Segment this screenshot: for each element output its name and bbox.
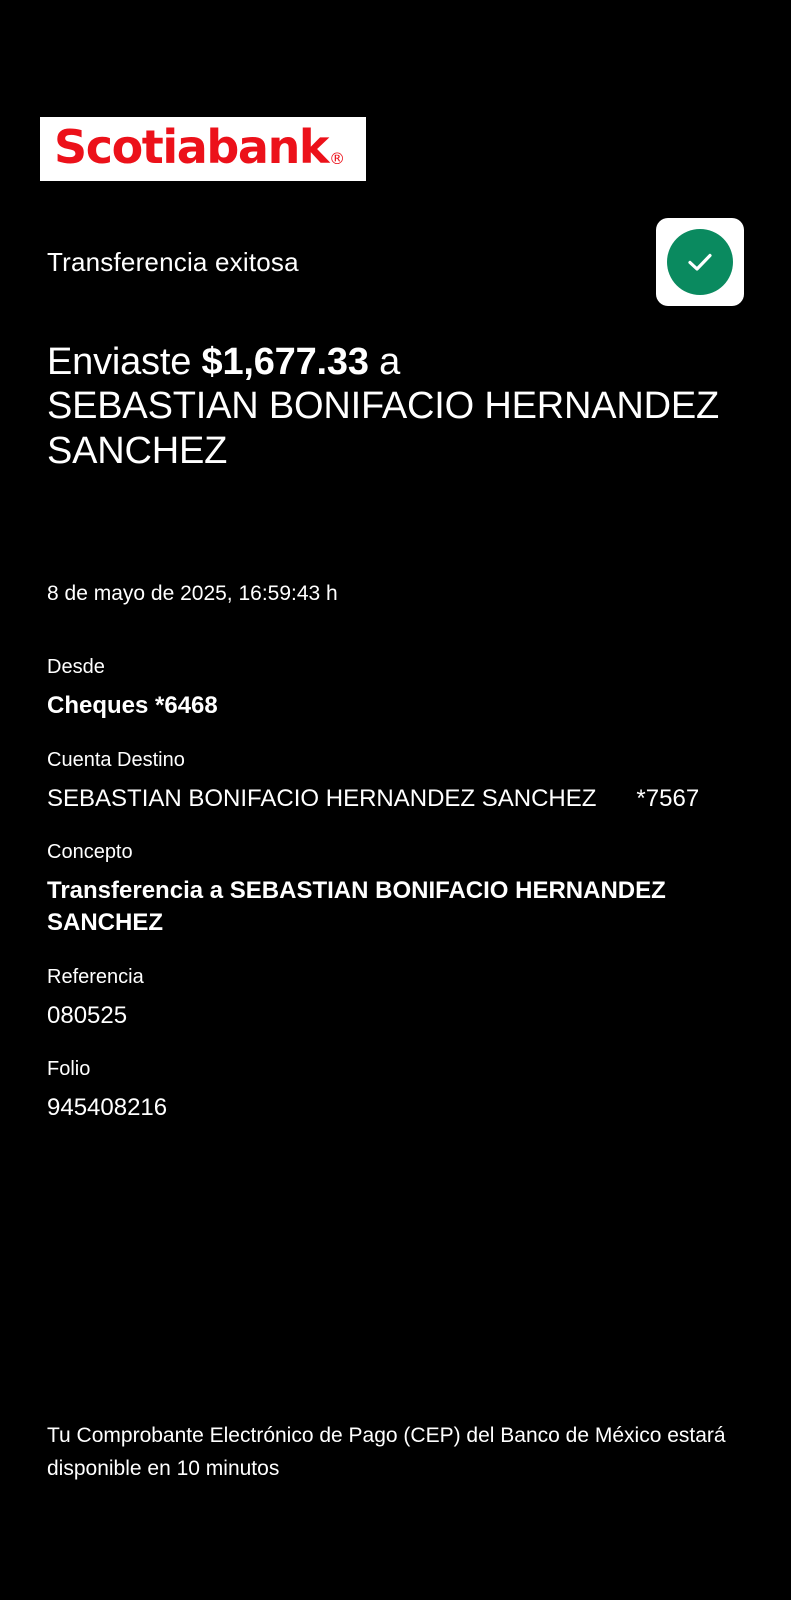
details-list [47,655,746,1150]
field-label: Cuenta Destino [47,748,185,771]
headline [47,340,746,473]
field-label: Desde [47,656,105,678]
field-value-reference: 080525 [47,1001,128,1029]
field-value-destination-account: SEBASTIAN BONIFACIO HERNANDEZ SANCHEZ *7567 [47,784,700,812]
field-cuenta-destino [47,748,746,815]
headline-prefix: Enviaste [47,341,202,383]
field-value-folio: 945408216 [47,1094,168,1122]
scotiabank-logo-text: Scotiabank [54,120,329,174]
field-referencia [47,965,746,1032]
field-concepto [47,840,746,938]
field-folio [47,1057,746,1124]
field-desde [47,655,746,722]
status-text: Transferencia exitosa [47,247,299,277]
check-icon [667,229,733,295]
transfer-amount: $1,677.33 [201,341,369,383]
status-row [47,240,751,284]
field-value-concept: Transferencia a SEBASTIAN BONIFACIO HERNANDEZ SANCHEZ [47,877,673,937]
registered-mark: ® [329,149,346,169]
success-badge [656,218,744,306]
recipient-name: SEBASTIAN BONIFACIO HERNANDEZ SANCHEZ [47,385,719,472]
field-label: Folio [47,1058,91,1081]
scotiabank-logo [40,117,366,181]
headline-middle: a [368,341,401,383]
field-label: Referencia [47,965,144,988]
field-label: Concepto [47,841,133,864]
field-value-source-account: Cheques *6468 [47,692,218,719]
transaction-timestamp: 8 de mayo de 2025, 16:59:43 h [47,582,338,605]
cep-note: Tu Comprobante Electrónico de Pago (CEP) del Banco de México estará disponible en 10 minutos [47,1424,726,1480]
